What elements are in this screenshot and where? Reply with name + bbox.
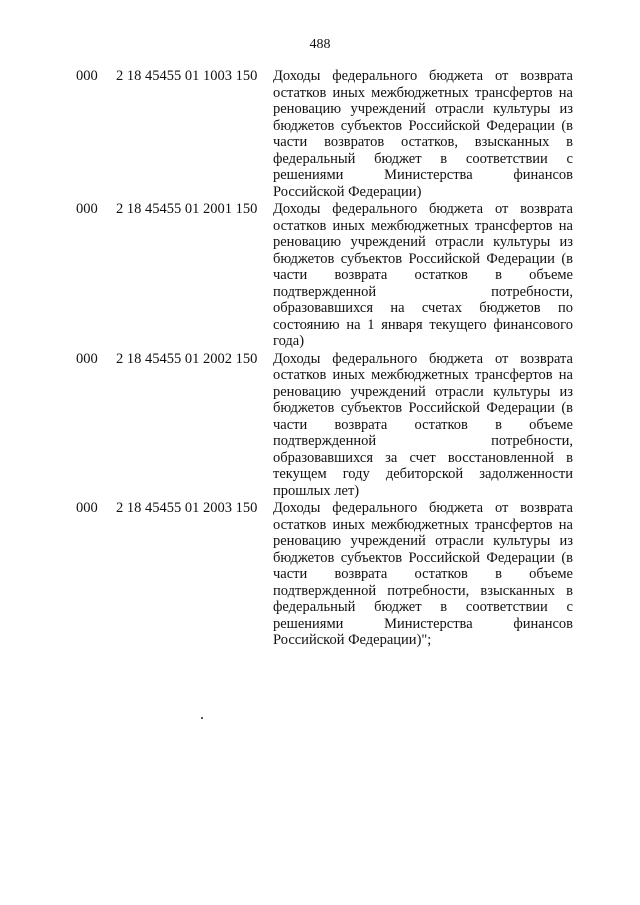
admin-code: 000: [76, 350, 98, 367]
description-line: реновацию учреждений отрасли культуры из: [273, 533, 573, 549]
budget-entry: [0, 351, 640, 500]
budget-classification-code: 2 18 45455 01 1003 150: [116, 68, 258, 84]
description-line: года): [273, 333, 305, 349]
description-line: состоянию на 1 января текущего финансового: [273, 316, 573, 333]
description-line: подтвержденной потребности,: [273, 433, 573, 449]
budget-classification-code: 2 18 45455 01 2002 150: [116, 350, 258, 367]
description-line: Российской Федерации)";: [273, 632, 432, 648]
page-number: 488: [309, 37, 331, 52]
budget-entry: [0, 500, 640, 649]
description-line: подтвержденной потребности,: [273, 283, 573, 300]
description-line: остатков иных межбюджетных трансфертов на: [273, 516, 573, 533]
entry-description: [273, 500, 573, 649]
description-line: Доходы федерального бюджета от возврата: [273, 350, 573, 367]
admin-code: 000: [76, 201, 98, 217]
description-line: остатков иных межбюджетных трансфертов на: [273, 367, 573, 383]
description-line: подтвержденной потребности, взысканных в: [273, 582, 573, 599]
description-line: остатков иных межбюджетных трансфертов на: [273, 217, 573, 234]
description-line: бюджетов субъектов Российской Федерации (в: [273, 117, 573, 134]
description-line: Российской Федерации): [273, 183, 422, 200]
budget-classification-code: 2 18 45455 01 2003 150: [116, 500, 258, 516]
description-line: реновацию учреждений отрасли культуры из: [273, 383, 573, 400]
description-line: федеральный бюджет в соответствии с: [273, 599, 573, 615]
description-line: Доходы федерального бюджета от возврата: [273, 201, 573, 217]
admin-code: 000: [76, 500, 98, 516]
description-line: решениями Министерства финансов: [273, 167, 573, 183]
description-line: Доходы федерального бюджета от возврата: [273, 68, 573, 84]
budget-entry: [0, 201, 640, 350]
description-line: Доходы федерального бюджета от возврата: [273, 500, 573, 516]
description-line: образовавшихся на счетах бюджетов по: [273, 300, 573, 316]
description-line: решениями Министерства финансов: [273, 615, 573, 632]
description-line: реновацию учреждений отрасли культуры из: [273, 234, 573, 250]
admin-code: 000: [76, 68, 98, 84]
entry-description: [273, 351, 573, 500]
description-line: реновацию учреждений отрасли культуры из: [273, 101, 573, 117]
entry-description: [273, 201, 573, 350]
scan-speck: [201, 717, 203, 719]
budget-classification-code: 2 18 45455 01 2001 150: [116, 201, 258, 217]
description-line: остатков иных межбюджетных трансфертов на: [273, 84, 573, 101]
entry-description: [273, 68, 573, 200]
description-line: бюджетов субъектов Российской Федерации (в: [273, 549, 573, 566]
description-line: части возврата остатков в объеме: [273, 416, 573, 433]
description-line: части возврата остатков в объеме: [273, 267, 573, 283]
description-line: части возврата остатков в объеме: [273, 566, 573, 582]
description-line: федеральный бюджет в соответствии с: [273, 150, 573, 167]
description-line: части возвратов остатков, взысканных в: [273, 134, 573, 150]
budget-code-list: [0, 68, 640, 650]
description-line: образовавшихся за счет восстановленной в: [273, 449, 573, 466]
description-line: бюджетов субъектов Российской Федерации (в: [273, 400, 573, 416]
description-line: прошлых лет): [273, 482, 360, 499]
description-line: бюджетов субъектов Российской Федерации (в: [273, 250, 573, 267]
budget-entry: [0, 68, 640, 200]
description-line: текущем году дебиторской задолженности: [273, 466, 573, 482]
